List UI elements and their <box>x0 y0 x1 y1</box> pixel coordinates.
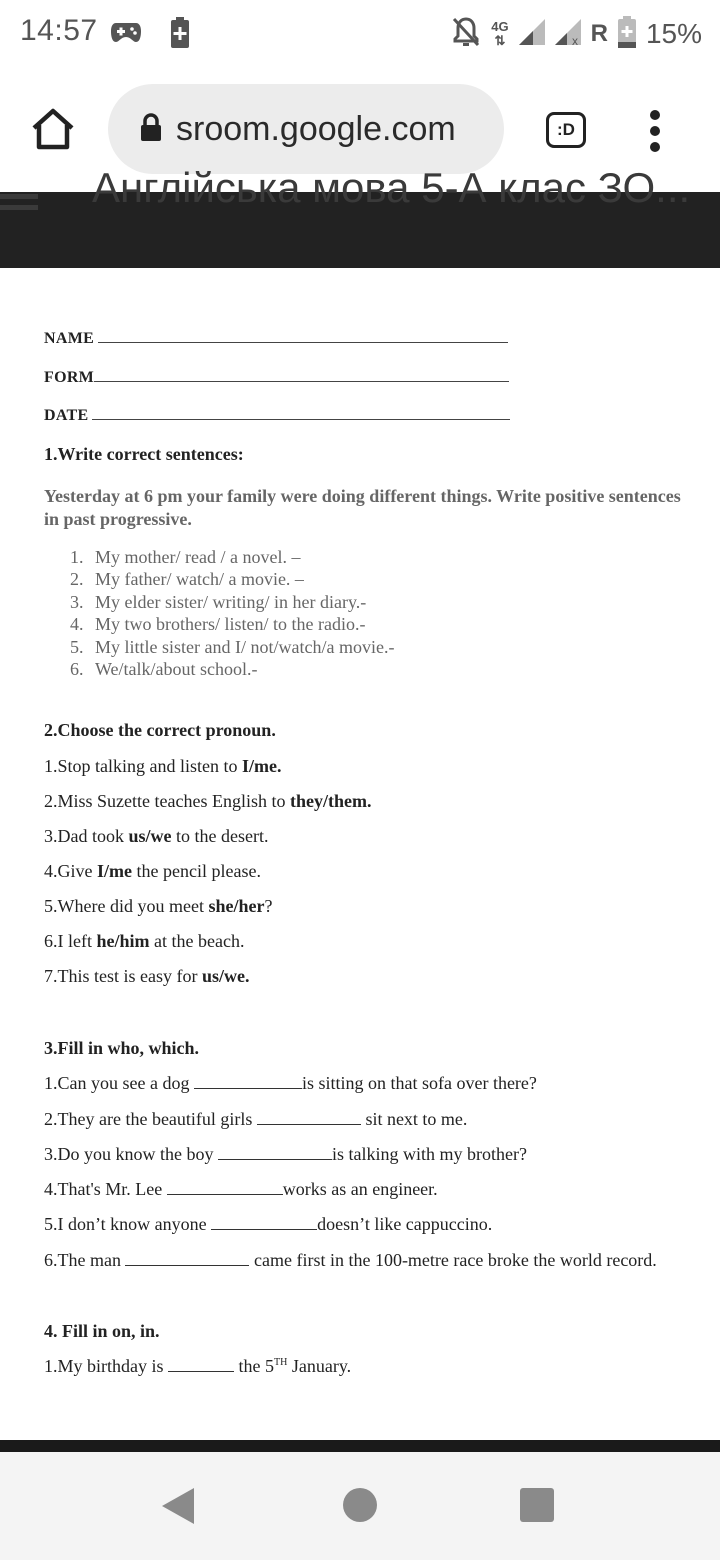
pronoun-item: 3.Dad took us/we to the desert. <box>44 826 269 846</box>
fill-item: 2.They are the beautiful girls sit next to me. <box>44 1109 468 1129</box>
pronoun-item: 5.Where did you meet she/her? <box>44 896 273 916</box>
signal-no-data-icon <box>555 19 581 50</box>
classroom-header <box>0 164 720 268</box>
date-field <box>44 405 510 425</box>
fill-item: 5.I don’t know anyone doesn’t like cappuccino. <box>44 1214 493 1234</box>
roaming-indicator: R <box>590 20 608 47</box>
class-title: Англійська мова 5-А клас ЗО... <box>92 164 691 211</box>
date-label: DATE <box>44 407 89 424</box>
home-icon[interactable] <box>30 108 76 155</box>
section-3-heading: 3.Fill in who, which. <box>44 1038 200 1058</box>
list-item: 6. We/talk/about school.- <box>70 658 258 679</box>
signal-icon <box>519 19 545 50</box>
list-item: 4. My two brothers/ listen/ to the radio.- <box>70 614 366 635</box>
lock-icon <box>140 113 162 146</box>
clock: 14:57 <box>20 14 98 47</box>
battery-icon <box>618 16 636 53</box>
network-type: 4G ⇅ <box>491 19 509 48</box>
name-label: NAME <box>44 330 95 347</box>
form-label: FORM <box>44 369 95 386</box>
status-right <box>451 14 702 54</box>
section-1-instruction: Yesterday at 6 pm your family were doing different things. Write positive sentences in past progressive. <box>44 486 681 529</box>
name-field <box>44 328 508 348</box>
pronoun-item: 1.Stop talking and listen to I/me. <box>44 756 282 776</box>
battery-percent: 15% <box>645 18 702 49</box>
recent-apps-icon[interactable] <box>520 1488 554 1522</box>
worksheet-document <box>0 268 720 1440</box>
url-text: sroom.google.com <box>176 109 456 148</box>
status-bar <box>0 0 720 68</box>
address-bar[interactable] <box>108 84 504 174</box>
list-item: 1. My mother/ read / a novel. – <box>70 547 301 567</box>
more-menu-icon[interactable] <box>650 110 664 158</box>
section-2-heading: 2.Choose the correct pronoun. <box>44 720 276 740</box>
system-navigation-bar <box>0 1452 720 1560</box>
section-1-list <box>70 546 394 680</box>
back-icon[interactable] <box>160 1486 196 1531</box>
section-4-heading: 4. Fill in on, in. <box>44 1321 160 1341</box>
fill-item: 3.Do you know the boy is talking with my brother? <box>44 1144 527 1164</box>
bottom-divider <box>0 1440 720 1452</box>
battery-saver-icon <box>170 17 190 54</box>
list-item: 3. My elder sister/ writing/ in her diary.- <box>70 591 367 612</box>
gamepad-icon <box>110 20 142 49</box>
pronoun-item: 7.This test is easy for us/we. <box>44 966 250 986</box>
fill-item: 1.Can you see a dog is sitting on that sofa over there? <box>44 1073 537 1093</box>
fill-item: 6.The man came first in the 100-metre race broke the world record. <box>44 1250 657 1270</box>
hamburger-menu-icon[interactable] <box>0 194 38 216</box>
mute-notification-icon <box>451 16 481 53</box>
list-item: 2. My father/ watch/ a movie. – <box>70 569 304 590</box>
list-item: 5. My little sister and I/ not/watch/a movie.- <box>70 636 395 657</box>
home-button-icon[interactable] <box>343 1488 377 1522</box>
pronoun-item: 6.I left he/him at the beach. <box>44 931 245 951</box>
section-1-heading: 1.Write correct sentences: <box>44 444 244 464</box>
svg-text:x: x <box>571 33 578 48</box>
pronoun-item: 4.Give I/me the pencil please. <box>44 861 261 881</box>
pronoun-item: 2.Miss Suzette teaches English to they/them. <box>44 791 372 811</box>
form-field <box>44 367 509 387</box>
tab-switcher-button[interactable]: :D <box>546 112 586 148</box>
fill-item: 4.That's Mr. Lee works as an engineer. <box>44 1179 438 1199</box>
fill-item: 1.My birthday is the 5TH January. <box>44 1356 352 1376</box>
